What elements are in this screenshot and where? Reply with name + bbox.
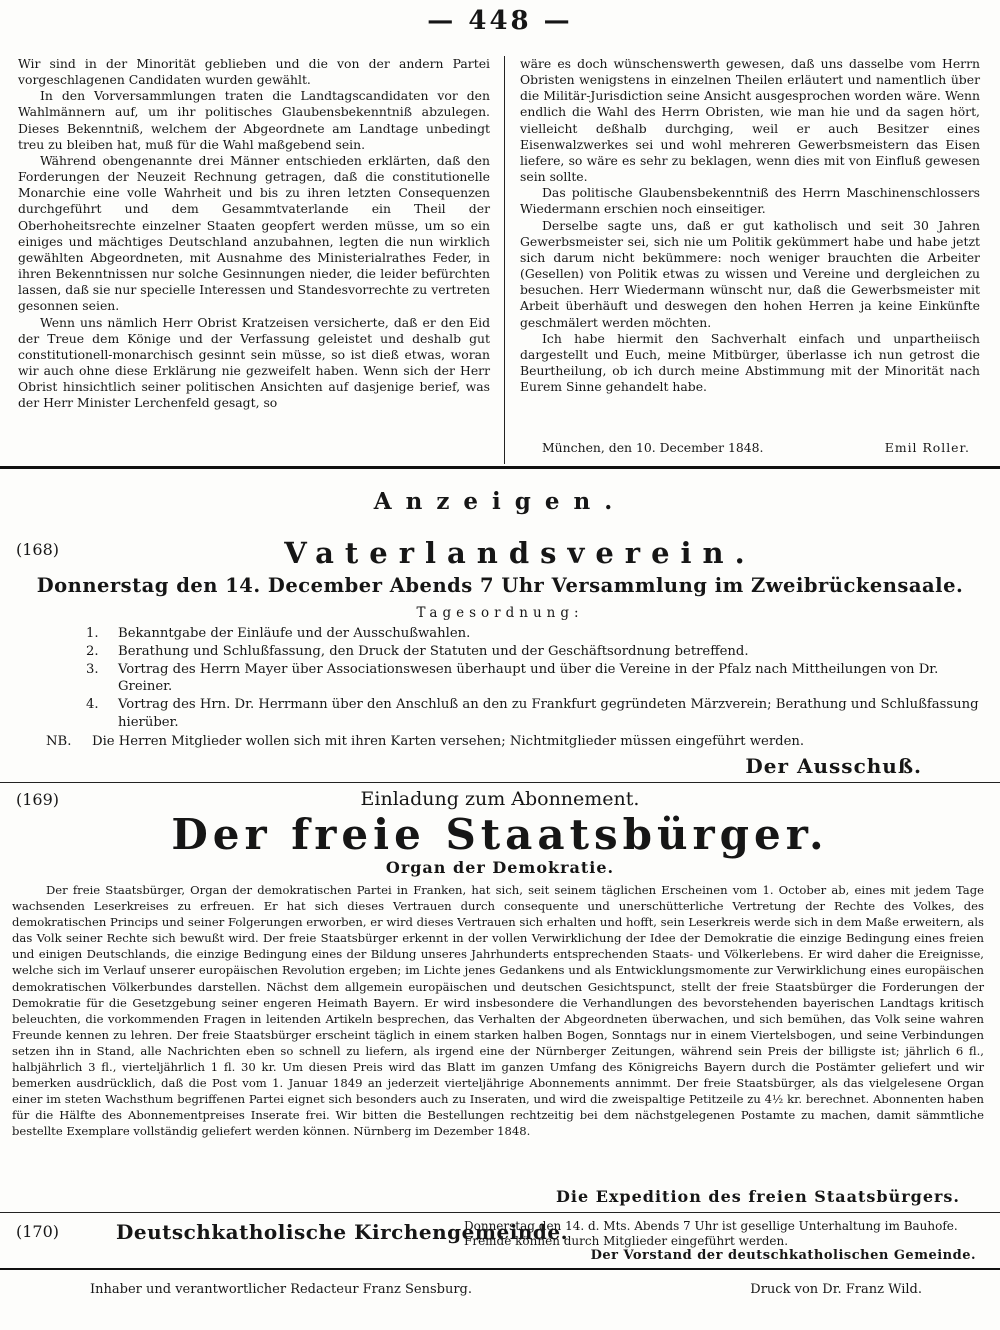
- ad170-title: Deutschkatholische Kirchengemeinde.: [116, 1220, 569, 1244]
- agenda-item: [86, 625, 986, 643]
- ad169-body: [12, 882, 984, 1140]
- ad169-signature: Die Expedition des freien Staatsbürgers.: [555, 1187, 960, 1206]
- anzeigen-heading: Anzeigen.: [373, 488, 627, 515]
- left-paragraph: Während obengenannte drei Männer entschieden erklärten, daß den Forderungen der Neuzeit Rechnung getragen, daß die constitutionelle Monarchie eine volle Wahrheit und bis zu ihren letzten Consequenzen durchgeführt und dem Gesammtvaterlande ein Theil der Oberhoheitsrechte einzelner Staaten geopfert werden müsse, um so ein einiges und mächtiges Deutschland anzubahnen, legten die nun wirklich gewählten Abgeordneten, mit Ausnahme des Ministerialrathes Feder, in ihren Bekenntnissen nur solche Gesinnungen nieder, die leider befürchten lassen, daß sie nur specielle Interessen und Standesvorrechte zu vertreten gesonnen seien.: [18, 152, 490, 314]
- ad168-agenda-heading: Tagesordnung:: [416, 605, 584, 621]
- left-column: [18, 56, 490, 411]
- left-paragraph: In den Vorversammlungen traten die Landtagscandidaten vor den Wahlmännern auf, um ihr politisches Glaubensbekenntniß abzulegen. Dieses Bekenntniß, welchem der Abgeordnete am Landtage unbedingt treu zu bleiben hat, muß für die Wahl maßgebend sein.: [18, 88, 490, 152]
- agenda-number: 4.: [86, 697, 99, 713]
- right-paragraph: Ich habe hiermit den Sachverhalt einfach und unpartheiisch dargestellt und Euch, meine Mitbürger, überlasse ich nun getrost die Beurtheilung, ob ich durch meine Abstimmung mit der Minorität nach Eurem Sinne gehandelt habe.: [520, 330, 980, 395]
- ad-number-170: (170): [16, 1222, 60, 1241]
- agenda-item: [86, 661, 986, 697]
- ad170-text: [464, 1219, 984, 1248]
- ad169-invitation: Einladung zum Abonnement.: [360, 788, 640, 810]
- note-label: NB.: [46, 734, 72, 749]
- agenda-text: Bekanntgabe der Einläufe und der Ausschußwahlen.: [118, 626, 471, 641]
- ad-number-169: (169): [16, 790, 60, 809]
- agenda-number: 3.: [86, 661, 99, 677]
- right-paragraph: Derselbe sagte uns, daß er gut katholisch und seit 30 Jahren Gewerbsmeister sei, sich nie um Politik gekümmert habe und habe jetzt sich darum nicht bekümmere: noch weniger brauchten die Arbeiter (Gesellen) von Politik etwas zu wissen und Vereine und dergleichen zu besuchen. Herr Wiedermann wünscht nur, daß die Gewerbsmeister mit Arbeit überhäuft und deswegen den hohen Herren ja keine Einkünfte geschmälert werden möchten.: [520, 217, 980, 330]
- ad169-title: Der freie Staatsbürger.: [171, 810, 829, 859]
- agenda-text: Vortrag des Herrn Mayer über Associationswesen überhaupt und über die Vereine in der Pfalz nach Mittheilungen von Dr. Greiner.: [118, 661, 939, 695]
- report-signature-line: [542, 440, 982, 458]
- right-paragraph: Das politische Glaubensbekenntniß des Herrn Maschinenschlossers Wiedermann erschien noch einseitiger.: [520, 185, 980, 217]
- ad170-line: Fremde können durch Mitglieder eingeführt werden.: [464, 1233, 789, 1248]
- column-divider: [504, 56, 505, 464]
- imprint-editor: Inhaber und verantwortlicher Redacteur Franz Sensburg.: [90, 1282, 473, 1297]
- ad170-line: Donnerstag den 14. d. Mts. Abends 7 Uhr ist gesellige Unterhaltung im Bauhofe.: [464, 1219, 958, 1233]
- left-paragraph: Wir sind in der Minorität geblieben und die von der andern Partei vorgeschlagenen Candidaten wurden gewählt.: [18, 56, 490, 88]
- note-text: Die Herren Mitglieder wollen sich mit ihren Karten versehen; Nichtmitglieder müssen eingeführt werden.: [92, 734, 805, 749]
- ad170-signature: Der Vorstand der deutschkatholischen Gemeinde.: [590, 1248, 976, 1263]
- agenda-number: 2.: [86, 643, 99, 659]
- left-paragraph: Wenn uns nämlich Herr Obrist Kratzeisen versicherte, daß er den Eid der Treue dem Könige und der Verfassung geleistet und deshalb gut constitutionell-monarchisch gesinnt sein müsse, so ist dieß etwas, woran wir auch ohne diese Erklärung nie gezweifelt haben. Wenn sich der Herr Obrist hinsichtlich seiner politischen Ansichten auf dasjenige berief, was der Herr Minister Lerchenfeld gesagt, so: [18, 314, 490, 411]
- ad-divider: [0, 1212, 1000, 1213]
- right-paragraph: wäre es doch wünschenswerth gewesen, daß uns dasselbe vom Herrn Obristen wenigstens in einzelnen Theilen erläutert und namentlich über die Militär-Jurisdiction seine Ansicht ausgesprochen worden wäre. Wenn endlich die Wahl des Herrn Obristen, wie man hie und da sagen hört, vielleicht deßhalb durchging, weil er auch Besitzer eines Eisenwalzwerkes sei und wohl mehreren Gewerbsmeistern das Eisen liefere, so wäre es sehr zu beklagen, wenn dies mit von Einfluß gewesen sein sollte.: [520, 56, 980, 185]
- report-signature: Emil Roller.: [884, 440, 970, 455]
- ad169-body-text: Der freie Staatsbürger, Organ der demokratischen Partei in Franken, hat sich, seit seinem täglichen Erscheinen vom 1. October ab, eines mit jedem Tage wachsenden Leserkreises zu erfreuen. Er hat sich dieses Vertrauen durch consequente und unerschütterliche Vertretung der Rechte des Volkes, des demokratischen Princips und seiner Folgerungen erworben, er wird dieses Vertrauen sich erhalten und hofft, sein Leserkreis werde sich in dem Maße erweitern, als das Volk seiner Rechte sich bewußt wird. Der freie Staatsbürger erkennt in der vollen Verwirklichung der Idee der Demokratie die einzige Bedingung eines freien und einigen Deutschlands, die einzige Bedingung eines der Bildung unseres Jahrhunderts entsprechenden Staats- und Völkerlebens. Er wird daher die Ereignisse, welche sich im Verlauf unserer europäischen Revolution ergeben; im Lichte jenes Gedankens und als Entwicklungsmomente zur Verwirklichung eines europäischen demokratischen Völkerbundes darstellen. Nächst dem allgemein europäischen und deutschen Gesichtspunct, stellt der freie Staatsbürger die Forderungen der Demokratie für die Gesetzgebung seiner engeren Heimath Bayern. Er wird insbesondere die Verhandlungen des bevorstehenden bayerischen Landtags kritisch beleuchten, die vorkommenden Fragen in leitenden Artikeln besprechen, das Verhalten der Abgeordneten überwachen, und sich bemühen, das Volk seine wahren Freunde kennen zu lehren. Der freie Staatsbürger erscheint täglich in einem starken halben Bogen, Sonntags nur in einem Viertelsbogen, und seine Verbindungen setzen ihn in Stand, alle Nachrichten eben so schnell zu liefern, als irgend eine der Nürnberger Zeitungen, während sein Preis der billigste ist; jährlich 6 fl., halbjährlich 3 fl., vierteljährlich 1 fl. 30 kr. Um diesen Preis wird das Blatt im ganzen Umfang des Königreichs Bayern durch die Postämter geliefert und wir bemerken ausdrücklich, daß die Post vom 1. Januar 1849 an jederzeit vierteljährige Abonnements annimmt. Der freie Staatsbürger, als das vielgelesene Organ einer im steten Wachsthum begriffenen Partei eignet sich besonders auch zu Inseraten, und wird die zweispaltige Petitzeile zu 4½ kr. berechnet. Abonnenten haben für die Hälfte des Abonnementpreises Inserate frei. Wir bitten die Bestellungen rechtzeitig bei dem nächstgelegenen Postamte zu machen, damit sämmtliche bestellte Exemplare vollständig geliefert werden können. Nürnberg im Dezember 1848.: [12, 883, 984, 1139]
- ad168-signature: Der Ausschuß.: [745, 754, 922, 778]
- ad-number-168: (168): [16, 540, 60, 559]
- right-column: [520, 56, 980, 395]
- ad168-note: [46, 734, 986, 749]
- page-number: — 448 —: [427, 6, 573, 36]
- agenda-item: [86, 643, 986, 661]
- agenda-number: 1.: [86, 626, 99, 641]
- ad168-agenda: [86, 625, 986, 732]
- ad169-organ: Organ der Demokratie.: [385, 858, 615, 877]
- footer-rule: [0, 1268, 1000, 1270]
- agenda-item: [86, 696, 986, 732]
- ad168-subtitle: Donnerstag den 14. December Abends 7 Uhr Versammlung im Zweibrückensaale.: [36, 574, 964, 597]
- report-date: München, den 10. December 1848.: [542, 440, 764, 455]
- section-rule: [0, 466, 1000, 469]
- imprint-printer: Druck von Dr. Franz Wild.: [750, 1282, 922, 1297]
- ad168-title: Vaterlandsverein.: [284, 536, 756, 570]
- agenda-text: Vortrag des Hrn. Dr. Herrmann über den Anschluß an den zu Frankfurt gegründeten Märzverein; Berathung und Schlußfassung hierüber.: [118, 697, 979, 730]
- report-columns: [18, 56, 982, 456]
- agenda-text: Berathung und Schlußfassung, den Druck der Statuten und der Geschäftsordnung betreffend.: [118, 643, 749, 659]
- ad-divider: [0, 782, 1000, 783]
